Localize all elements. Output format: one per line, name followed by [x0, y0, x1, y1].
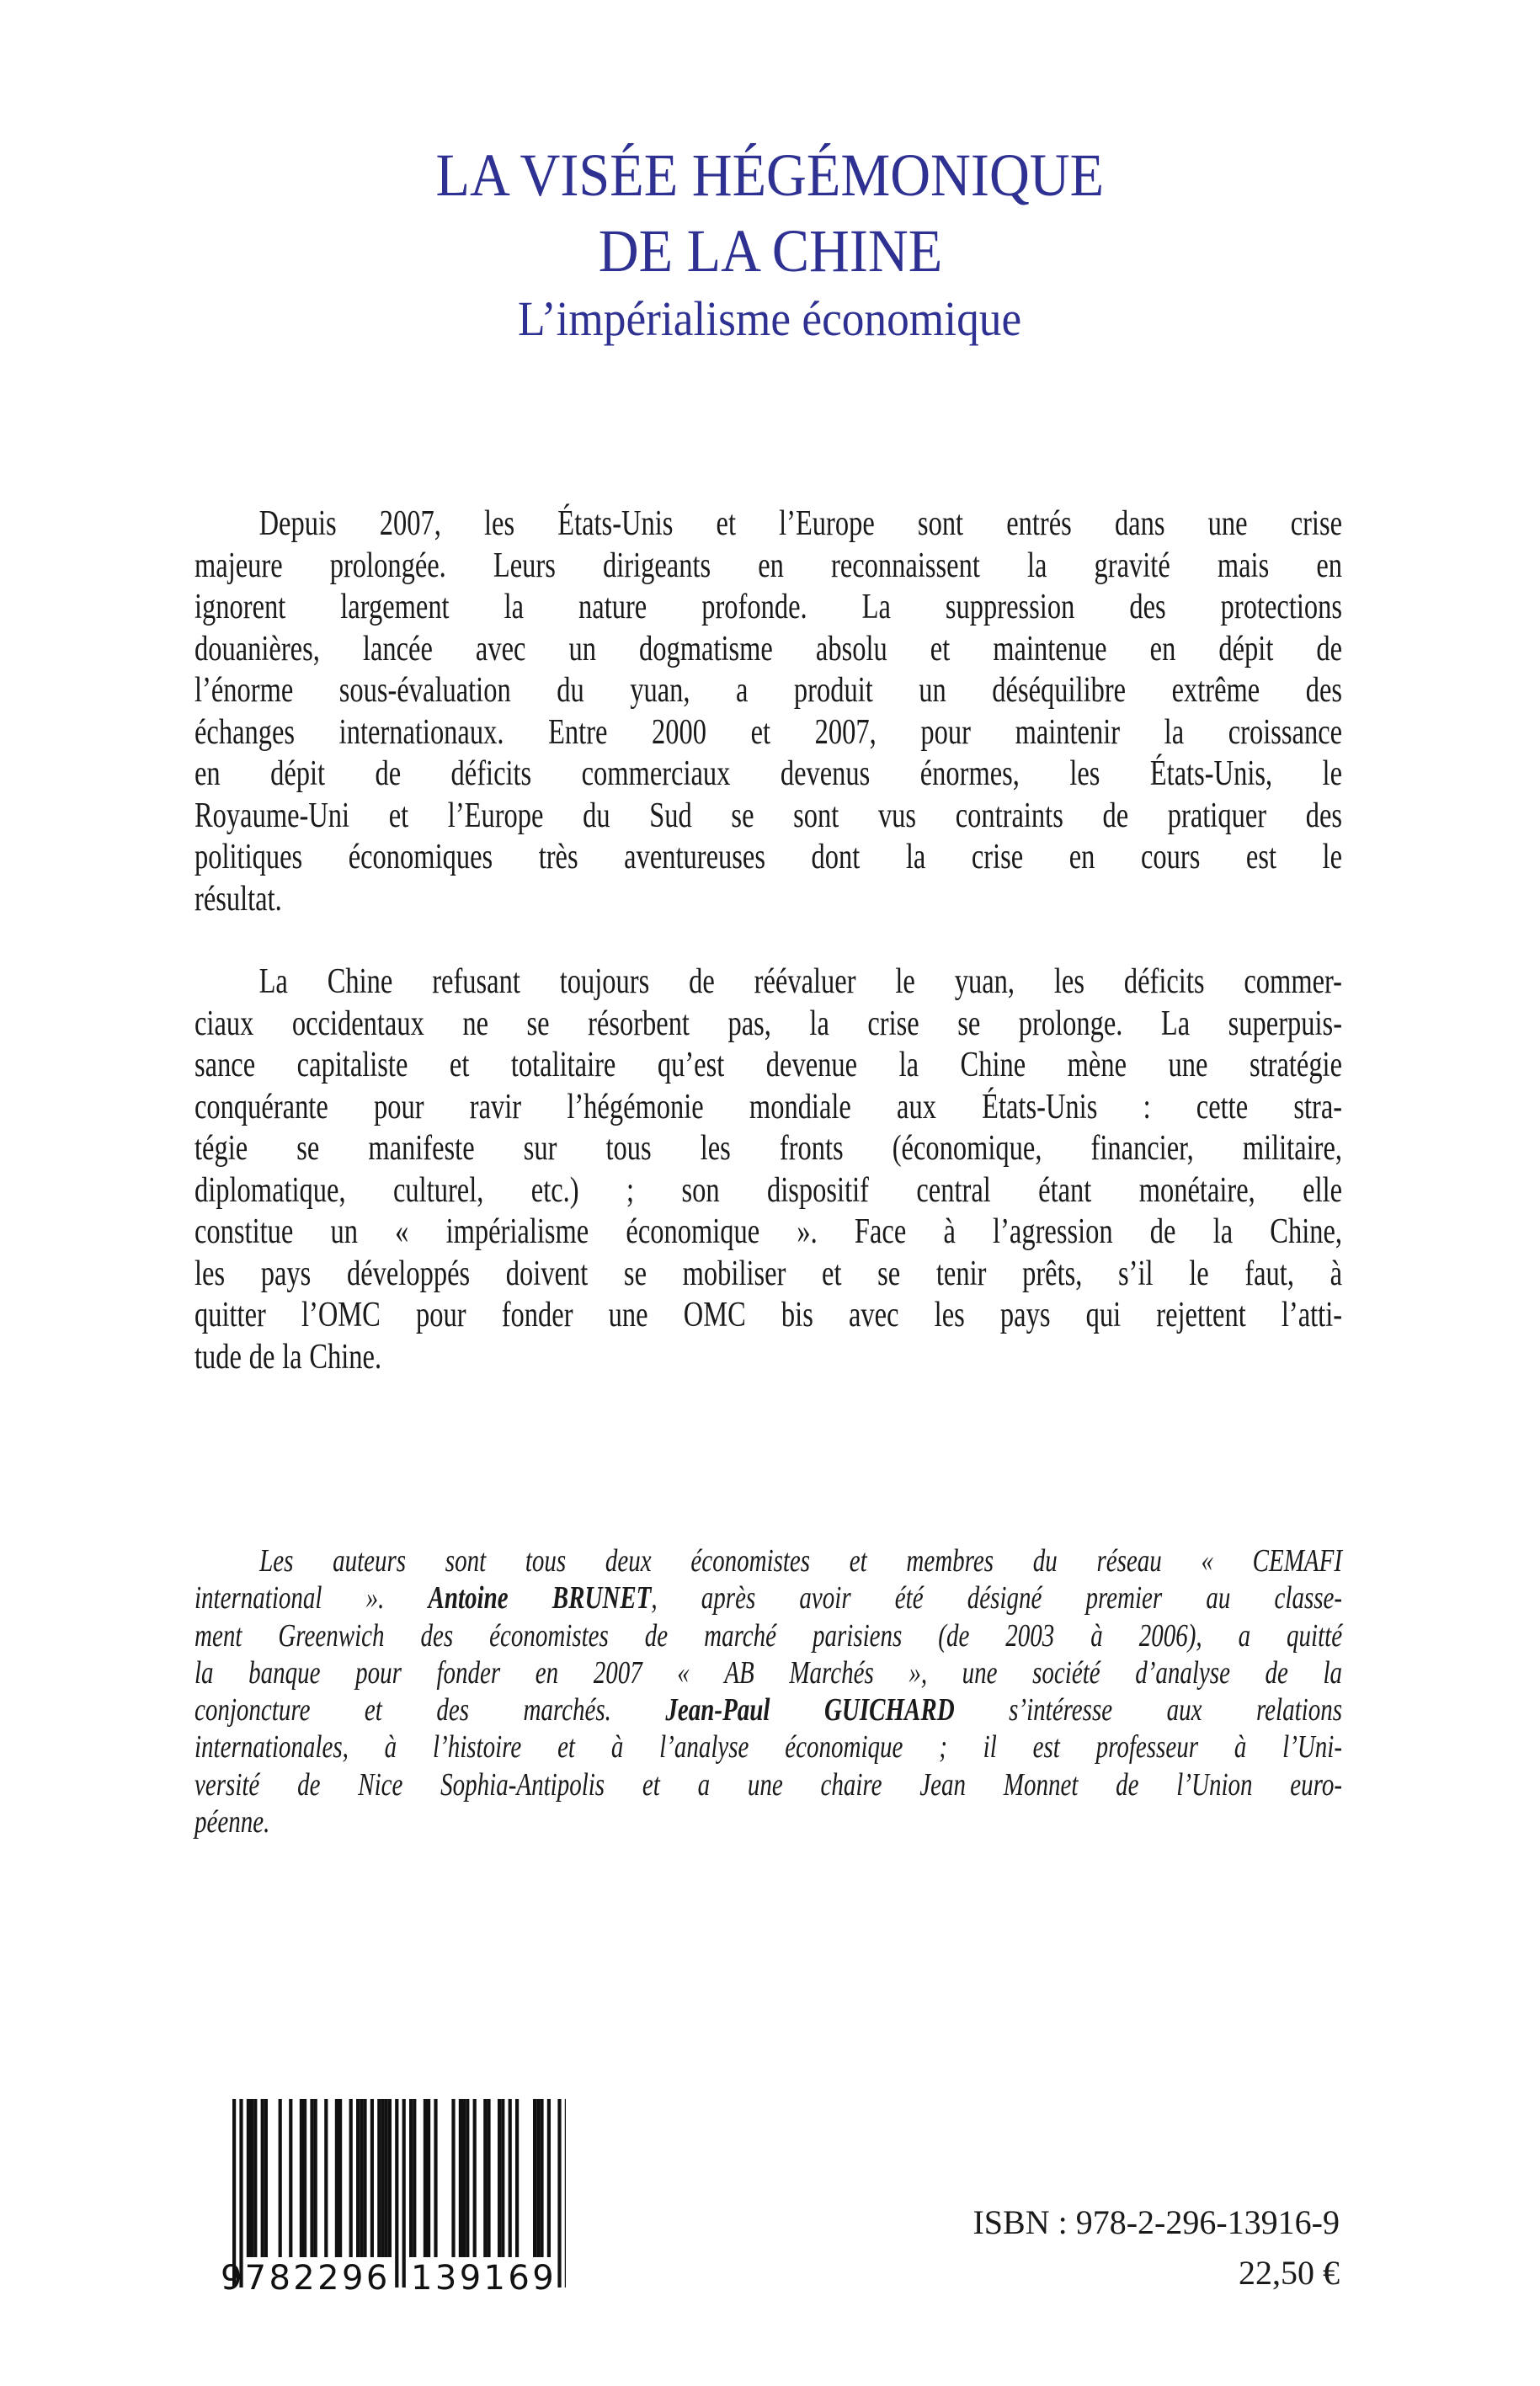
- svg-text:9: 9: [221, 2259, 242, 2294]
- text-line: international ». Antoine BRUNET, après avoir été désigné premier au classe-: [194, 1580, 1343, 1616]
- book-subtitle: [0, 291, 1540, 346]
- text-line: conjoncture et des marchés. Jean-Paul GUICHARD s’intéresse aux relations: [194, 1692, 1343, 1728]
- authors-bio: [194, 1542, 1342, 1840]
- text-line: Royaume-Uni et l’Europe du Sud se sont vus contraints de pratiquer des: [194, 796, 1343, 835]
- text-line: la banque pour fonder en 2007 « AB Marchés », une société d’analyse de la: [194, 1654, 1343, 1691]
- price-label: 22,50 €: [1239, 2254, 1340, 2292]
- title-text: LA VISÉE HÉGÉMONIQUE: [435, 141, 1105, 209]
- text-line: échanges internationaux. Entre 2000 et 2007, pour maintenir la croissance: [194, 712, 1343, 752]
- text-line: quitter l’OMC pour fonder une OMC bis avec les pays qui rejettent l’atti-: [194, 1296, 1343, 1334]
- text-line: majeure prolongée. Leurs dirigeants en reconnaissent la gravité mais en: [194, 546, 1343, 585]
- text-line: tude de la Chine.: [194, 1337, 382, 1377]
- text-line: résultat.: [194, 879, 282, 919]
- text-line: ignorent largement la nature profonde. La suppression des protections: [194, 588, 1343, 626]
- text-line: politiques économiques très aventureuses dont la crise en cours est le: [194, 838, 1343, 876]
- book-title-line-1: [0, 141, 1540, 209]
- text-line: ciaux occidentaux ne se résorbent pas, la crise se prolonge. La superpuis-: [194, 1004, 1343, 1043]
- text-line: sance capitaliste et totalitaire qu’est devenue la Chine mène une stratégie: [194, 1046, 1343, 1084]
- text-line: péenne.: [194, 1804, 270, 1840]
- svg-text:139169: 139169: [411, 2259, 557, 2294]
- svg-text:782296: 782296: [244, 2259, 391, 2294]
- text-line: ment Greenwich des économistes de marché parisiens (de 2003 à 2006), a quitté: [194, 1617, 1343, 1654]
- isbn-label: ISBN : 978-2-296-13916-9: [972, 2203, 1340, 2241]
- text-line: constitue un « impérialisme économique ». Face à l’agression de la Chine,: [194, 1212, 1343, 1251]
- text-line: douanières, lancée avec un dogmatisme absolu et maintenue en dépit de: [194, 629, 1343, 668]
- text-line: en dépit de déficits commerciaux devenus énormes, les États-Unis, le: [194, 754, 1342, 793]
- text-line: les pays développés doivent se mobiliser et se tenir prêts, s’il le faut, à: [194, 1254, 1343, 1293]
- book-title-line-2: [0, 217, 1540, 285]
- blurb-paragraph-2: [194, 961, 1342, 1378]
- text-line: Depuis 2007, les États-Unis et l’Europe sont entrés dans une crise: [258, 504, 1343, 543]
- text-line: versité de Nice Sophia-Antipolis et a une chaire Jean Monnet de l’Union euro-: [194, 1766, 1343, 1803]
- text-line: tégie se manifeste sur tous les fronts (économique, financier, militaire,: [194, 1129, 1343, 1168]
- text-line: Les auteurs sont tous deux économistes et membres du réseau « CEMAFI: [259, 1543, 1342, 1579]
- blurb-paragraph-1: [194, 503, 1342, 920]
- text-line: La Chine refusant toujours de réévaluer le yuan, les déficits commer-: [258, 962, 1343, 1001]
- subtitle-text: L’impérialisme économique: [518, 291, 1022, 346]
- text-line: conquérante pour ravir l’hégémonie mondiale aux États-Unis : cette stra-: [194, 1087, 1343, 1126]
- text-line: diplomatique, culturel, etc.) ; son dispositif central étant monétaire, elle: [194, 1170, 1343, 1210]
- title-text: DE LA CHINE: [598, 217, 942, 285]
- text-line: l’énorme sous-évaluation du yuan, a produit un déséquilibre extrême des: [194, 671, 1343, 710]
- isbn-barcode: [221, 2099, 566, 2294]
- text-line: internationales, à l’histoire et à l’analyse économique ; il est professeur à l’Uni-: [194, 1729, 1343, 1766]
